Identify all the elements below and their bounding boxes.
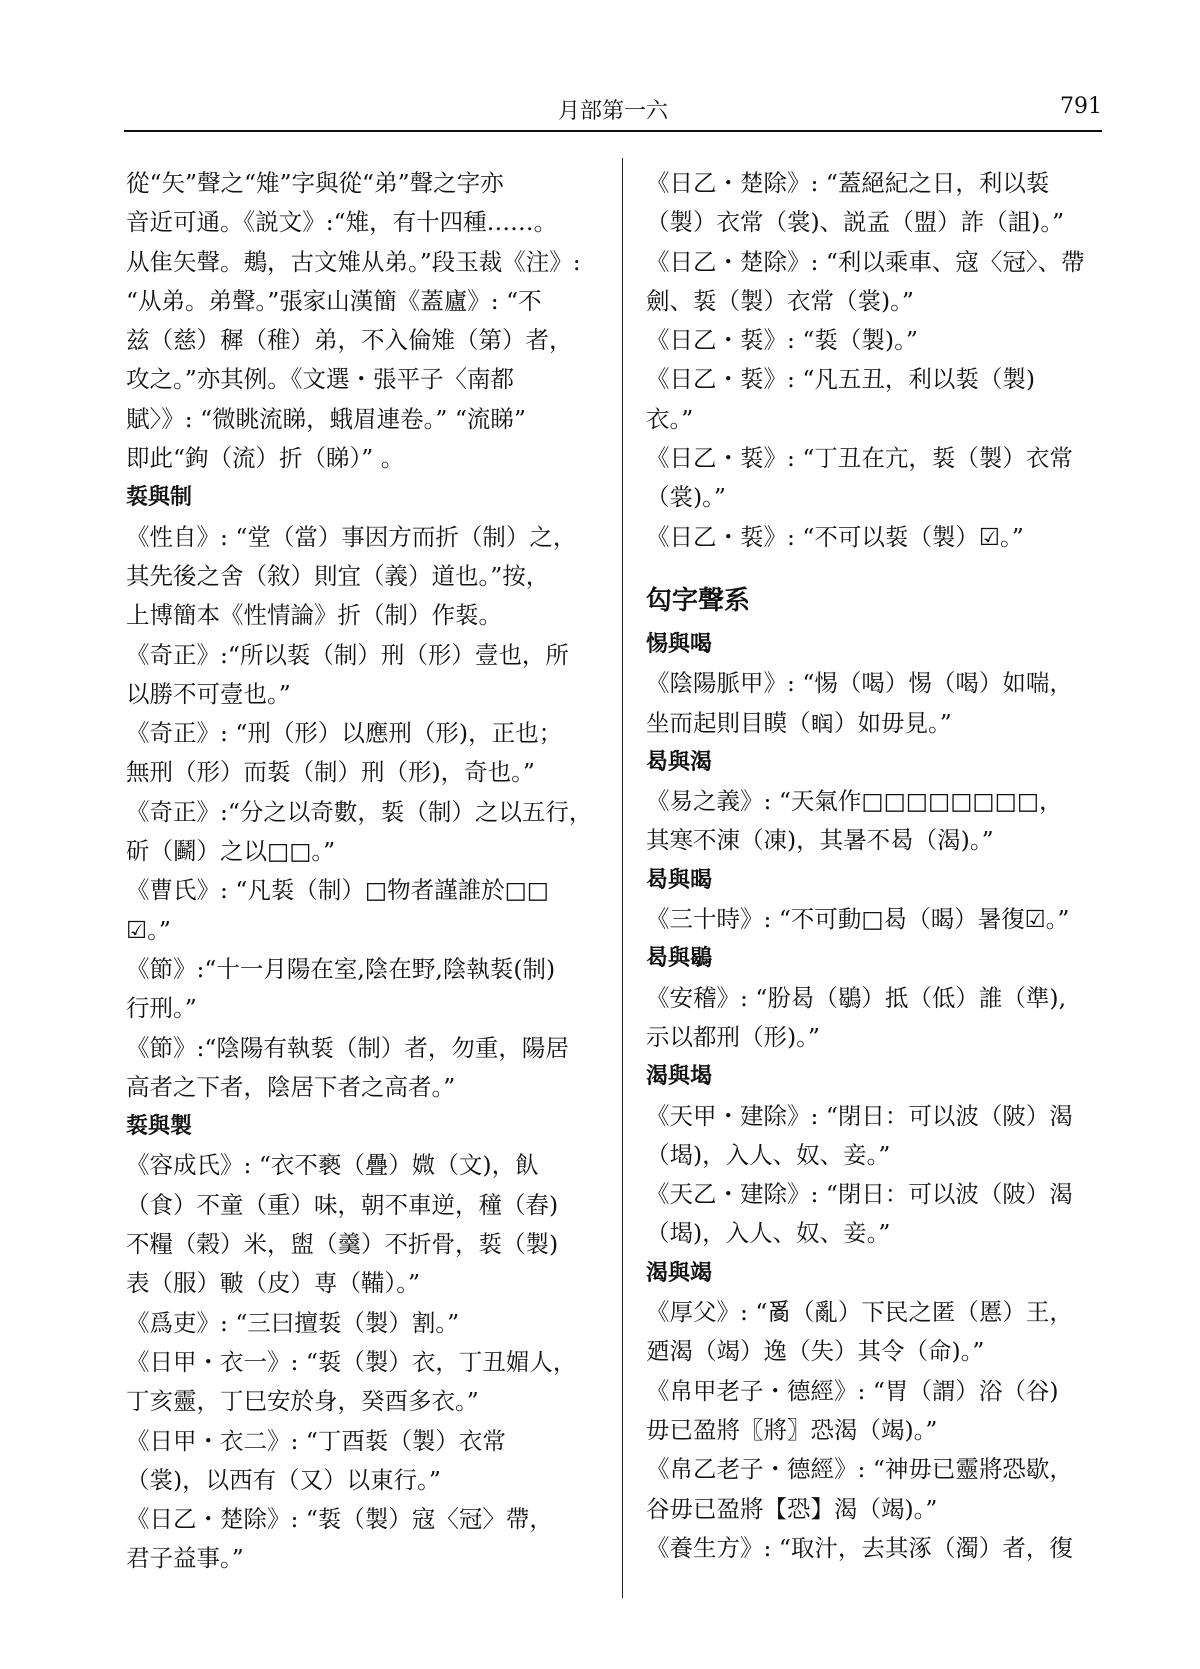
text-line: 谷毋已盈將【恐】渴（竭)。”	[646, 1494, 938, 1523]
text-line: 廼渴（竭）逸（失）其令（命)。”	[646, 1337, 985, 1366]
text-line: 即此“鉤（流）折（睇）” 。	[126, 444, 405, 473]
text-line: 《奇正》: “刑（形）以應刑（形)，正也；	[126, 719, 563, 748]
text-line: 《日乙・裚》: “裚（製)。”	[646, 326, 918, 355]
text-line: （製）衣常（裳)、説孟（盟）詐（詛)。”	[646, 208, 1065, 237]
text-line: （裳)。”	[646, 483, 726, 512]
text-line: 《帛乙老子・德經》: “神毋已靈將恐歇，	[646, 1455, 1073, 1484]
text-line: 劍、裚（製）衣常（裳)。”	[646, 286, 914, 315]
text-line: 《安稽》: “肦曷（鶡）抵（低）誰（準),	[646, 983, 1067, 1012]
text-line: 其先後之舍（敘）則宜（義）道也。”按，	[126, 561, 550, 590]
text-line: 《性自》: “堂（當）事因方而折（制）之，	[126, 522, 577, 551]
text-line: 《日乙・裚》: “凡五丑，利以裚（製)	[646, 365, 1036, 394]
column-divider	[622, 158, 623, 1598]
text-line: 《奇正》:“分之以奇數，裚（制）之以五行，	[126, 797, 593, 826]
text-line: 表（服）皸（皮）専（鞴）。”	[126, 1269, 421, 1298]
text-line: 《曹氏》: “凡裚（制）□物者謹誰於□□	[126, 876, 550, 905]
section-title: 匃字聲系	[646, 585, 751, 616]
text-line: 兹（慈）穉（稚）弟，不入倫雉（第）者，	[126, 326, 573, 355]
entry-heading: 曷與暍	[646, 867, 713, 893]
right-column	[646, 164, 1116, 1568]
text-line: 《日乙・楚除》: “裚（製）寇〈冠〉帶，	[126, 1505, 553, 1534]
text-line: 《日乙・裚》: “不可以裚（製）☑。”	[646, 522, 1024, 551]
text-line: 君子益事。”	[126, 1544, 244, 1573]
text-line: 丁亥靈，丁巳安於身，癸酉多衣。”	[126, 1387, 479, 1416]
text-line: 《天乙・建除》: “閉日：可以波（陂）渴	[646, 1180, 1073, 1209]
text-line: 《節》:“十一月陽在室,陰在野,陰執裚(制)	[126, 954, 556, 983]
text-line: 《爲吏》: “三曰擅裚（製）割。”	[126, 1308, 460, 1337]
text-line: 《陰陽脈甲》: “惕（喝）惕（喝）如喘，	[646, 669, 1073, 698]
text-line: 《日乙・裚》: “丁丑在亢，裚（製）衣常	[646, 444, 1073, 473]
text-line: 《養生方》: “取汁，去其涿（濁）者，復	[646, 1533, 1073, 1562]
text-line: 上博簡本《性情論》折（制）作裚。	[126, 601, 502, 630]
text-line: 其寒不涷（凍)，其暑不曷（渴)。”	[646, 826, 994, 855]
text-line: ☑。”	[126, 915, 171, 944]
text-line: 从隹矢聲。鴺，古文雉从弟。”段玉裁《注》:	[126, 247, 581, 276]
text-line: 《容成氏》: “衣不褻（疊）媺（文)，飤	[126, 1151, 539, 1180]
text-line: 音近可通。《説文》:“雉，有十四種……。	[126, 208, 558, 237]
text-line: 毋已盈將〖將〗恐渴（竭)。”	[646, 1415, 938, 1444]
entry-heading: 渴與堨	[646, 1064, 713, 1090]
left-column	[126, 164, 606, 1579]
page-number: 791	[1060, 94, 1102, 119]
text-line: 《帛甲老子・德經》: “胃（謂）浴（谷)	[646, 1376, 1059, 1405]
entry-heading: 裚與製	[126, 1114, 193, 1140]
text-line: 無刑（形）而裚（制）刑（形)，奇也。”	[126, 758, 535, 787]
text-line: 《日甲・衣一》: “裚（製）衣，丁丑媚人，	[126, 1347, 577, 1376]
text-line: 示以都刑（形)。”	[646, 1022, 820, 1051]
text-line: 衣。”	[646, 404, 694, 433]
entry-heading: 惕與喝	[646, 631, 713, 657]
text-line: 《日乙・楚除》: “利以乘車、寇〈冠〉、帶	[646, 247, 1085, 276]
header-rule	[124, 130, 1102, 132]
entry-heading: 曷與渴	[646, 749, 713, 775]
text-line: 《奇正》:“所以裚（制）刑（形）壹也，所	[126, 640, 569, 669]
text-line: 《日乙・楚除》: “蓋絕紀之日，利以裚	[646, 169, 1050, 197]
entry-heading: 曷與鶡	[646, 946, 713, 972]
text-line: 行刑。”	[126, 994, 197, 1023]
entry-heading: 裚與制	[126, 485, 193, 511]
page-header	[124, 92, 1102, 132]
text-line: 斫（鬬）之以□□。”	[126, 837, 336, 866]
text-line: （食）不童（重）味，朝不車逆，穜（舂)	[126, 1190, 559, 1219]
text-line: 《易之義》: “天氣作□□□□□□□□，	[646, 787, 1063, 816]
text-line: 高者之下者，陰居下者之高者。”	[126, 1072, 456, 1101]
text-line: （裳)，以西有（又）以東行。”	[126, 1465, 441, 1494]
text-line: 賦〉》: “微眺流睇，蛾眉連卷。” “流睇”	[126, 404, 526, 433]
entry-heading: 渴與竭	[646, 1260, 713, 1286]
text-line: 《日甲・衣二》: “丁酉裚（製）衣常	[126, 1426, 506, 1455]
text-line: “从弟。弟聲。”張家山漢簡《蓋廬》: “不	[126, 286, 542, 315]
text-line: 《天甲・建除》: “閉日：可以波（陂）渴	[646, 1101, 1073, 1130]
text-line: 《三十時》: “不可動□曷（暍）暑復☑。”	[646, 905, 1070, 934]
text-line: 以勝不可壹也。”	[126, 679, 291, 708]
text-line: 不糧（榖）米，盥（羹）不折骨，裚（製)	[126, 1230, 559, 1259]
text-line: 《節》:“陰陽有執裚（制）者，勿重，陽居	[126, 1033, 569, 1062]
text-line: 坐而起則目瞙（𥆧）如毋見。”	[646, 708, 952, 737]
text-line: （堨)，入人、奴、妾。”	[646, 1219, 891, 1248]
section-gap	[646, 557, 1116, 577]
page-title: 月部第一六	[557, 99, 668, 124]
text-line: 攻之。”亦其例。《文選・張平子〈南都	[126, 365, 515, 394]
text-line: 《厚父》: “𤔔（亂）下民之匿（慝）王，	[646, 1298, 1073, 1327]
text-line: 從“矢”聲之“雉”字與從“弟”聲之字亦	[126, 169, 504, 197]
text-line: （堨)，入人、奴、妾。”	[646, 1140, 891, 1169]
